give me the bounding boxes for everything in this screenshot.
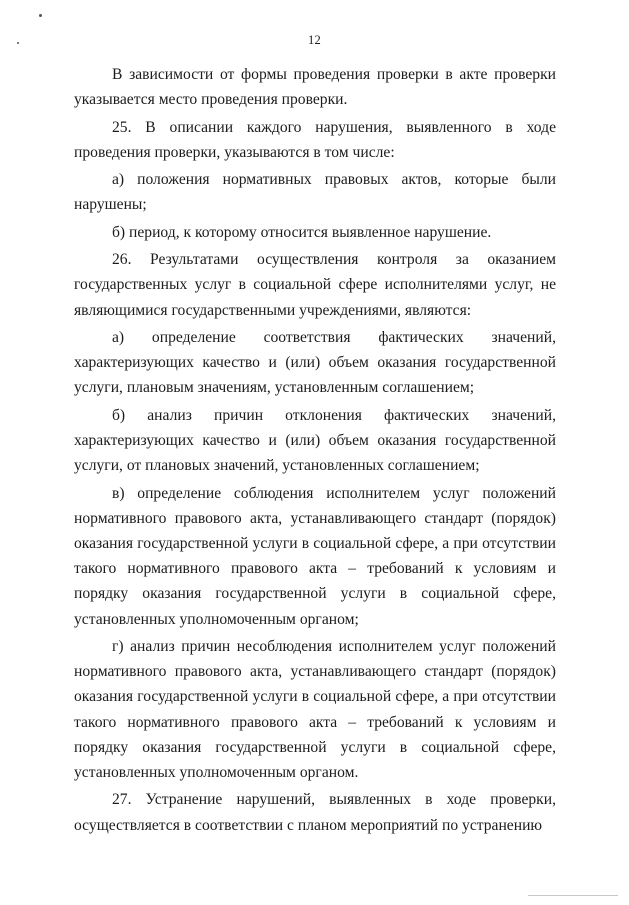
- paragraph: в) определение соблюдения исполнителем услуг положений нормативного правового акта, устанавливающего стандарт (порядок) оказания государственной услуги в социальной сфере, а при отсутствии такого нормативного правового акта – требований к условиям и порядку оказания государственной услуги в социальной сфере, установленных уполномоченным органом;: [74, 484, 556, 628]
- paragraph: г) анализ причин несоблюдения исполнителем услуг положений нормативного правового акта, устанавливающего стандарт (порядок) оказания государственной услуги в социальной сфере, а при отсутствии такого нормативного правового акта – требований к условиям и порядку оказания государственной услуги в социальной сфере, установленных уполномоченным органом.: [74, 637, 556, 781]
- document-body: [74, 62, 556, 840]
- paragraph: б) период, к которому относится выявленное нарушение.: [112, 223, 492, 241]
- scan-speck: [39, 14, 42, 17]
- paragraph: 26. Результатами осуществления контроля за оказанием государственных услуг в социальной сфере исполнителями услуг, не являющимися государственными учреждениями, являются:: [74, 251, 556, 319]
- paragraph: 27. Устранение нарушений, выявленных в ходе проверки, осуществляется в соответствии с планом мероприятий по устранению: [74, 791, 556, 834]
- paragraph: 25. В описании каждого нарушения, выявленного в ходе проведения проверки, указываются в том числе:: [74, 118, 556, 161]
- paragraph: В зависимости от формы проведения проверки в акте проверки указывается место проведения проверки.: [74, 66, 556, 109]
- paragraph: а) определение соответствия фактических значений, характеризующих качество и (или) объем оказания государственной услуги, плановым значениям, установленным соглашением;: [74, 328, 556, 397]
- scan-edge-mark: [528, 895, 618, 896]
- paragraph: а) положения нормативных правовых актов, которые были нарушены;: [74, 171, 556, 214]
- paragraph: б) анализ причин отклонения фактических значений, характеризующих качество и (или) объем оказания государственной услуги, от плановых значений, установленных соглашением;: [74, 406, 556, 475]
- page-number: 12: [307, 33, 322, 47]
